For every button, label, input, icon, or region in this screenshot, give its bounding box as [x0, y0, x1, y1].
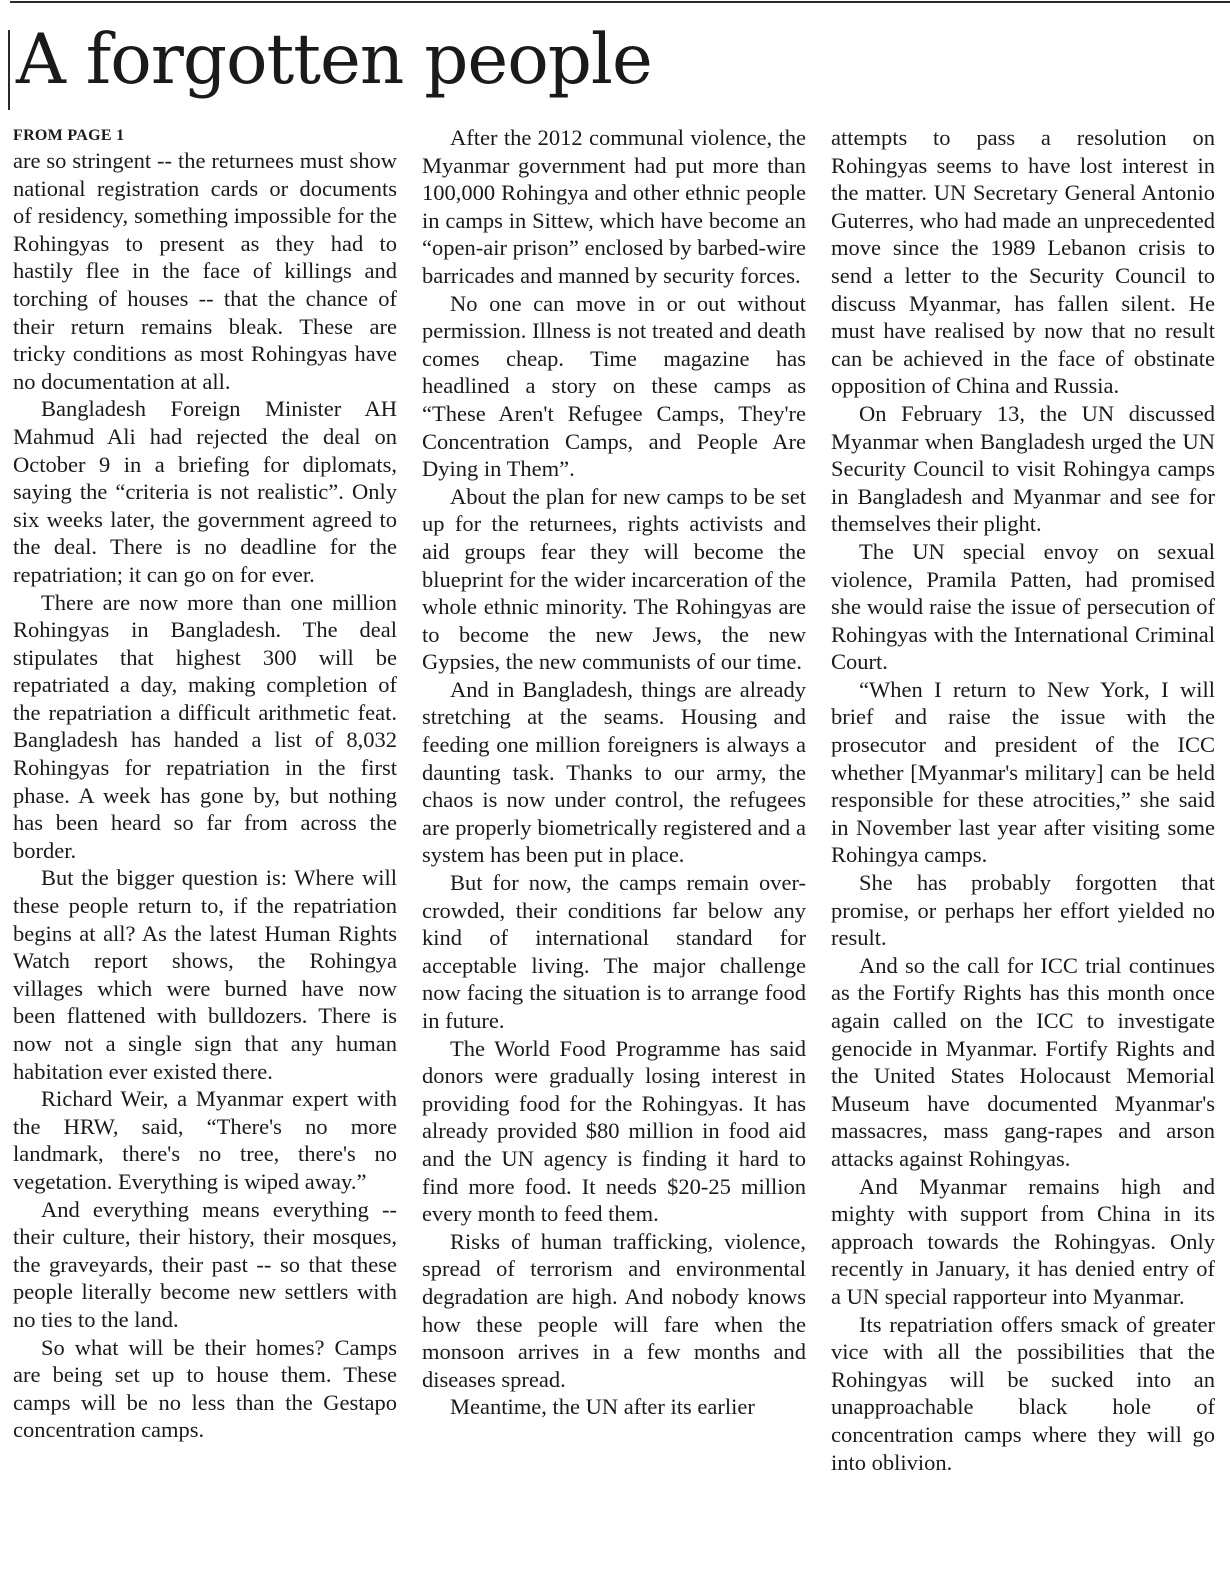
- paragraph: The World Food Programme has said donors were gradually losing interest in providing food for the Rohingyas. It has already provided $80 million in food aid and the UN agency is finding it hard to find more food. It needs $20-25 million every month to feed them.: [422, 1035, 806, 1227]
- paragraph: And everything means everything -- their culture, their history, their mosques, the graveyards, their past -- so that these people literally become new settlers with no ties to the land.: [13, 1196, 397, 1332]
- paragraph: Richard Weir, a Myanmar expert with the HRW, said, “There's no more landmark, there's no tree, there's no vegetation. Everything is wiped away.”: [13, 1086, 397, 1194]
- paragraph: But the bigger question is: Where will these people return to, if the repatriation begins at all? As the latest Human Rights Watch report shows, the Rohingya villages which were burned have now been flattened with bulldozers. There is now not a single sign that any human habitation ever existed there.: [13, 865, 397, 1084]
- paragraph: She has probably forgotten that promise, or perhaps her effort yielded no result.: [831, 870, 1215, 951]
- headline: A forgotten people: [16, 20, 652, 100]
- paragraph: On February 13, the UN discussed Myanmar when Bangladesh urged the UN Security Council to visit Rohingya camps in Bangladesh and Myanmar and see for themselves their plight.: [831, 400, 1215, 537]
- paragraph: So what will be their homes? Camps are being set up to house them. These camps will be no less than the Gestapo concentration camps.: [13, 1334, 397, 1443]
- paragraph: But for now, the camps remain over-crowded, their conditions far below any kind of international standard for acceptable living. The major challenge now facing the situation is to arrange food in future.: [422, 870, 806, 1033]
- article-column-1: [13, 124, 397, 1569]
- paragraph: There are now more than one million Rohingyas in Bangladesh. The deal stipulates that highest 300 will be repatriated a day, making completion of the repatriation a difficult arithmetic feat. Bangladesh has handed a list of 8,032 Rohingyas for repatriation in the first phase. A week has gone by, but nothing has been heard so far from across the border.: [13, 589, 397, 863]
- top-rule: [10, 1, 1230, 3]
- paragraph: attempts to pass a resolution on Rohingyas seems to have lost interest in the matter. UN Secretary General Antonio Guterres, who had made an unprecedented move since the 1989 Lebanon crisis to send a letter to the Security Council to discuss Myanmar, has fallen silent. He must have realised by now that no result can be achieved in the face of obstinate opposition of China and Russia.: [831, 125, 1215, 399]
- article-column-3: [831, 124, 1215, 1569]
- paragraph: And Myanmar remains high and mighty with support from China in its approach towards the Rohingyas. Only recently in January, it has denied entry of a UN special rapporteur into Myanmar.: [831, 1173, 1215, 1309]
- paragraph: The UN special envoy on sexual violence, Pramila Patten, had promised she would raise the issue of persecution of Rohingyas with the International Criminal Court.: [831, 538, 1215, 675]
- paragraph: About the plan for new camps to be set up for the returnees, rights activists and aid groups fear they will become the blueprint for the wider incarceration of the whole ethnic minority. The Rohingyas are to become the new Jews, the new Gypsies, the new communists of our time.: [422, 483, 806, 675]
- paragraph: “When I return to New York, I will brief and raise the issue with the prosecutor and president of the ICC whether [Myanmar's military] can be held responsible for these atrocities,” she said in November last year after visiting some Rohingya camps.: [831, 676, 1215, 868]
- paragraph: No one can move in or out without permission. Illness is not treated and death comes cheap. Time magazine has headlined a story on these camps as “These Aren't Refugee Camps, They're Concentration Camps, and People Are Dying in Them”.: [422, 290, 806, 482]
- headline-rule: [8, 30, 10, 110]
- paragraph: And in Bangladesh, things are already stretching at the seams. Housing and feeding one million foreigners is always a daunting task. Thanks to our army, the chaos is now under control, the refugees are properly biometrically registered and a system has been put in place.: [422, 676, 806, 868]
- paragraph: are so stringent -- the returnees must show national registration cards or documents of residency, something impossible for the Rohingyas to present as they had to hastily flee in the face of killings and torching of houses -- that the chance of their return remains bleak. These are tricky conditions as most Rohingyas have no documentation at all.: [13, 148, 397, 394]
- article-column-2: [422, 124, 806, 1569]
- paragraph: After the 2012 communal violence, the Myanmar government had put more than 100,000 Rohingya and other ethnic people in camps in Sittew, which have become an “open-air prison” enclosed by barbed-wire barricades and manned by security forces.: [422, 125, 806, 288]
- dateline: FROM PAGE 1: [13, 127, 125, 144]
- paragraph: Bangladesh Foreign Minister AH Mahmud Ali had rejected the deal on October 9 in a briefing for diplomats, saying the “criteria is not realistic”. Only six weeks later, the government agreed to the deal. There is no deadline for the repatriation; it can go on for ever.: [13, 396, 397, 587]
- paragraph: And so the call for ICC trial continues as the Fortify Rights has this month once again called on the ICC to investigate genocide in Myanmar. Fortify Rights and the United States Holocaust Memorial Museum have documented Myanmar's massacres, mass gang-rapes and arson attacks against Rohingyas.: [831, 952, 1215, 1171]
- paragraph: Its repatriation offers smack of greater vice with all the possibilities that the Rohingyas will be sucked into an unapproachable black hole of concentration camps where they will go into oblivion.: [831, 1311, 1215, 1475]
- paragraph: Risks of human trafficking, violence, spread of terrorism and environmental degradation are high. And nobody knows how these people will fare when the monsoon arrives in a few months and diseases spread.: [422, 1228, 806, 1392]
- paragraph: Meantime, the UN after its earlier: [450, 1394, 755, 1420]
